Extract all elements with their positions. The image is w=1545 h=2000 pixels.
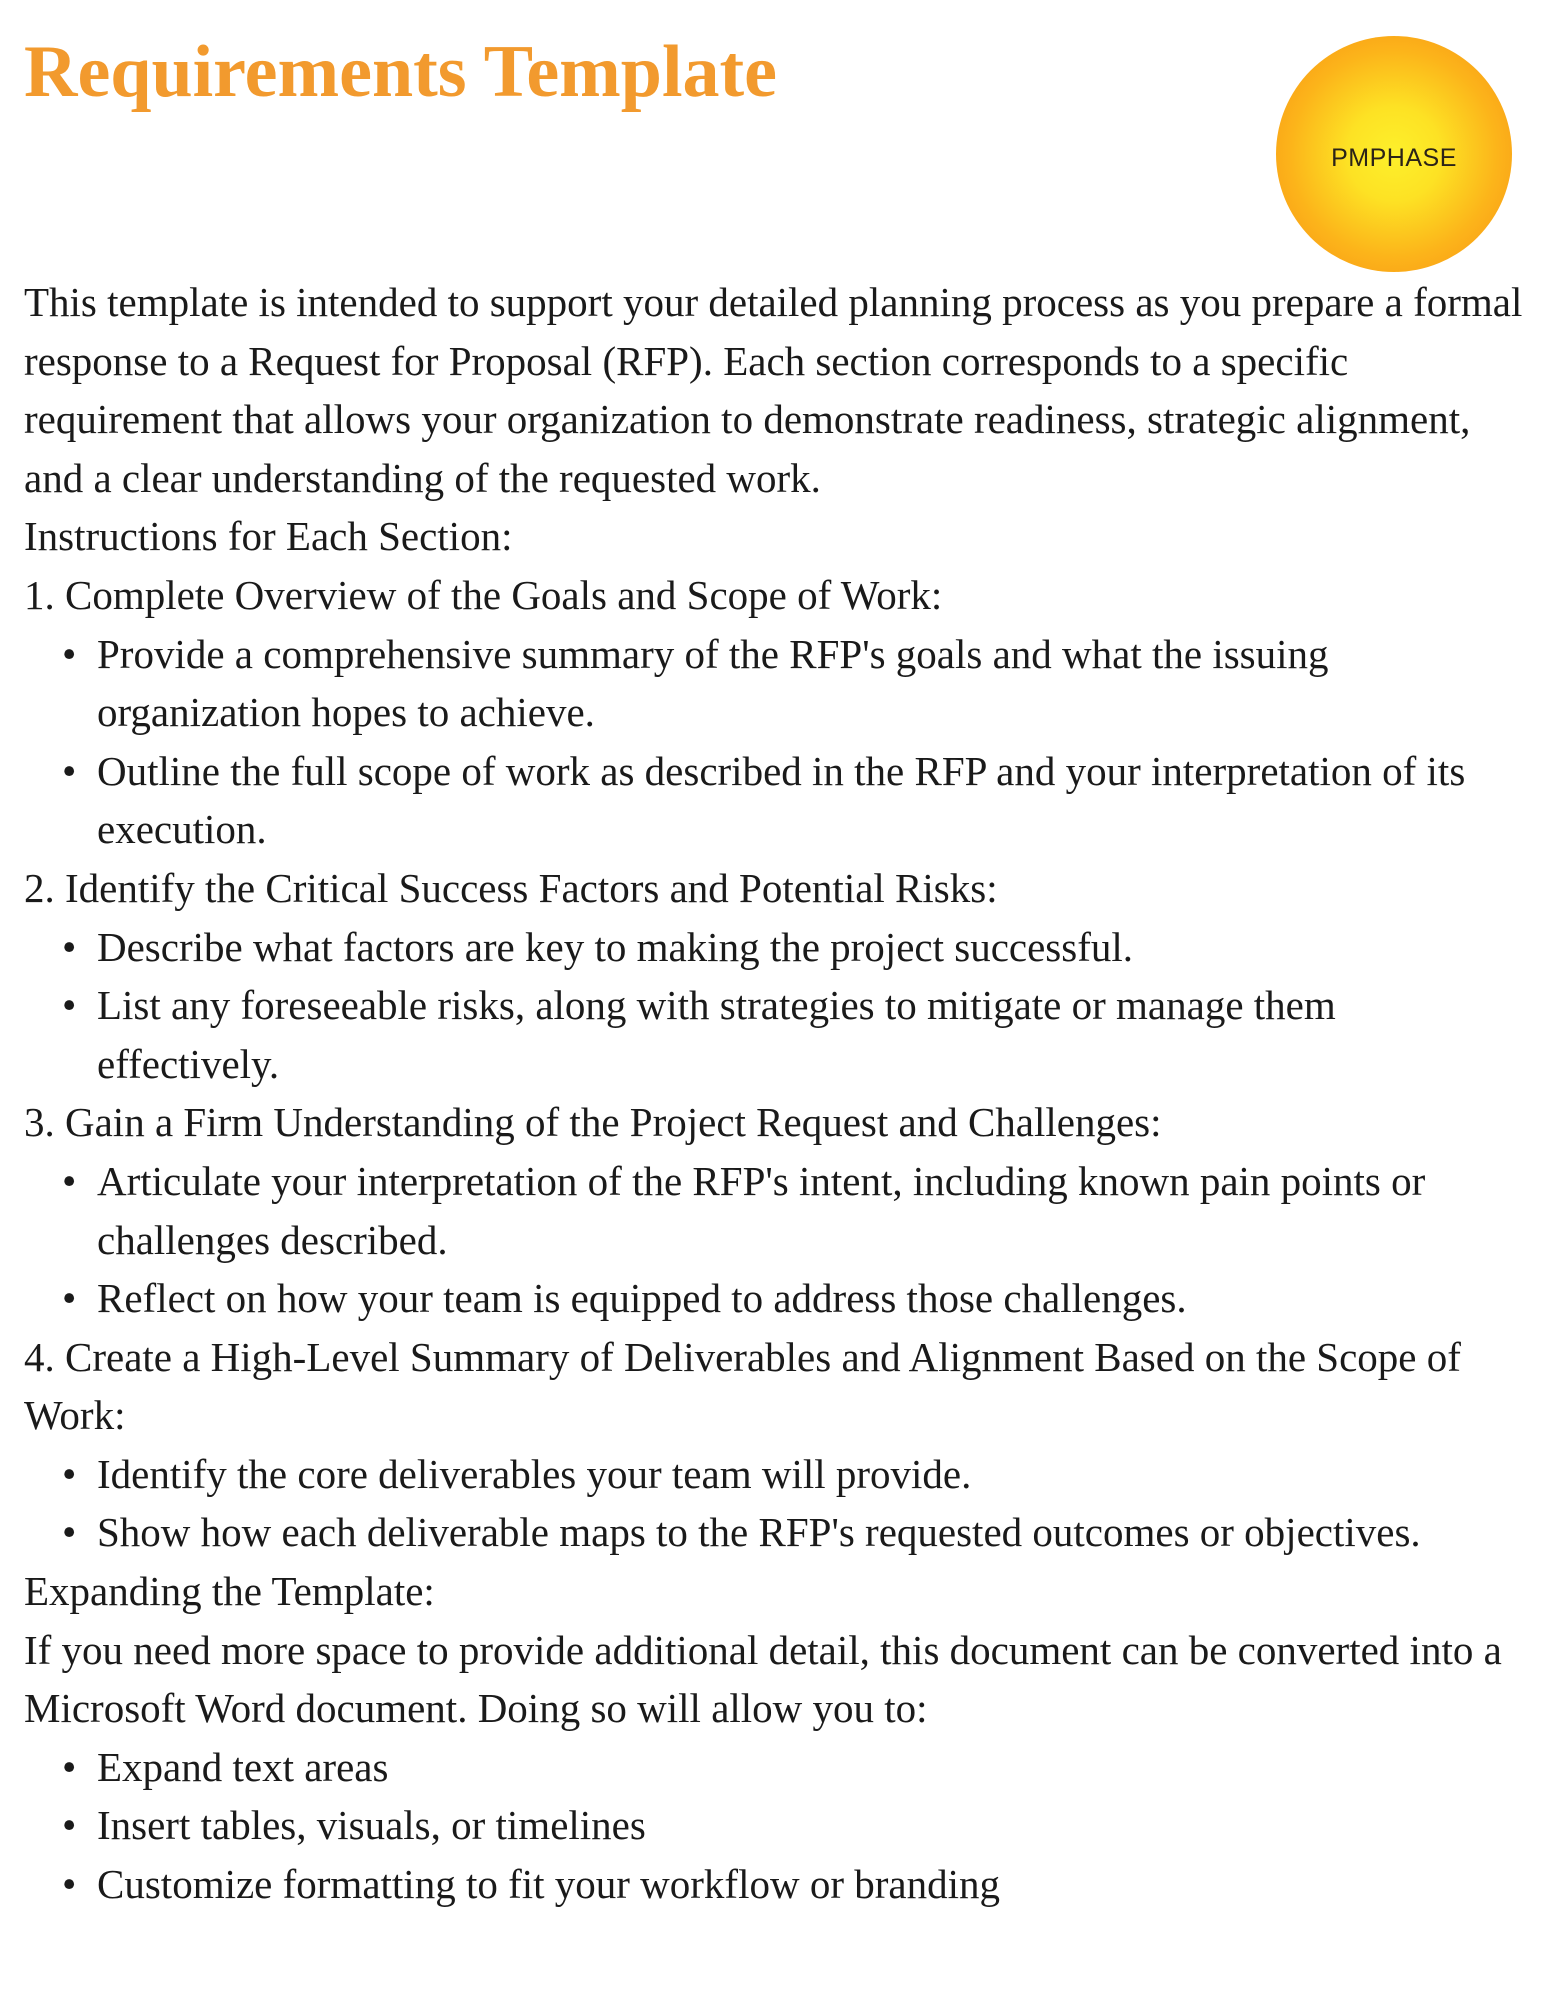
step-bullet-list — [24, 1445, 1524, 1562]
list-item: • Articulate your interpretation of the RFP's intent, including known pain points or challenges described. — [24, 1152, 1524, 1269]
step-section — [24, 1093, 1524, 1327]
list-item: • Describe what factors are key to making the project successful. — [24, 918, 1524, 977]
document-body — [24, 273, 1524, 1914]
intro-paragraph: This template is intended to support your detailed planning process as you prepare a formal response to a Request for Proposal (RFP). Each section corresponds to a specific requirement that allows your organization to demonstrate readiness, strategic alignment, and a clear understanding of the requested work. — [24, 279, 1523, 501]
list-item: • Provide a comprehensive summary of the RFP's goals and what the issuing organization hopes to achieve. — [24, 625, 1524, 742]
step-bullet-list — [24, 625, 1524, 859]
list-item: • List any foreseeable risks, along with strategies to mitigate or manage them effectively. — [24, 976, 1524, 1093]
expanding-text: If you need more space to provide additional detail, this document can be converted into a Microsoft Word document. Doing so will allow you to: — [24, 1626, 1502, 1732]
pmphase-logo — [1276, 36, 1512, 272]
step-section — [24, 1328, 1524, 1562]
page-title: Requirements Template — [24, 31, 778, 113]
step-section — [24, 859, 1524, 1093]
list-item: • Show how each deliverable maps to the RFP's requested outcomes or objectives. — [24, 1503, 1524, 1562]
step-title: 1. Complete Overview of the Goals and Scope of Work: — [24, 571, 943, 618]
expanding-bullet-list — [24, 1738, 1524, 1914]
list-item: • Outline the full scope of work as described in the RFP and your interpretation of its execution. — [24, 742, 1524, 859]
step-bullet-list — [24, 918, 1524, 1094]
step-section — [24, 566, 1524, 859]
step-bullet-list — [24, 1152, 1524, 1328]
step-title: 2. Identify the Critical Success Factors and Potential Risks: — [24, 864, 998, 911]
list-item: • Identify the core deliverables your team will provide. — [24, 1445, 1524, 1504]
step-title: 4. Create a High-Level Summary of Deliverables and Alignment Based on the Scope of Work: — [24, 1333, 1461, 1439]
list-item: • Expand text areas — [24, 1738, 1524, 1797]
instructions-heading: Instructions for Each Section: — [24, 513, 513, 560]
expanding-heading: Expanding the Template: — [24, 1568, 435, 1615]
list-item: • Insert tables, visuals, or timelines — [24, 1796, 1524, 1855]
step-title: 3. Gain a Firm Understanding of the Project Request and Challenges: — [24, 1099, 1162, 1146]
list-item: • Customize formatting to fit your workflow or branding — [24, 1855, 1524, 1914]
list-item: • Reflect on how your team is equipped to address those challenges. — [24, 1269, 1524, 1328]
logo-text: PMPHASE — [1331, 143, 1457, 172]
